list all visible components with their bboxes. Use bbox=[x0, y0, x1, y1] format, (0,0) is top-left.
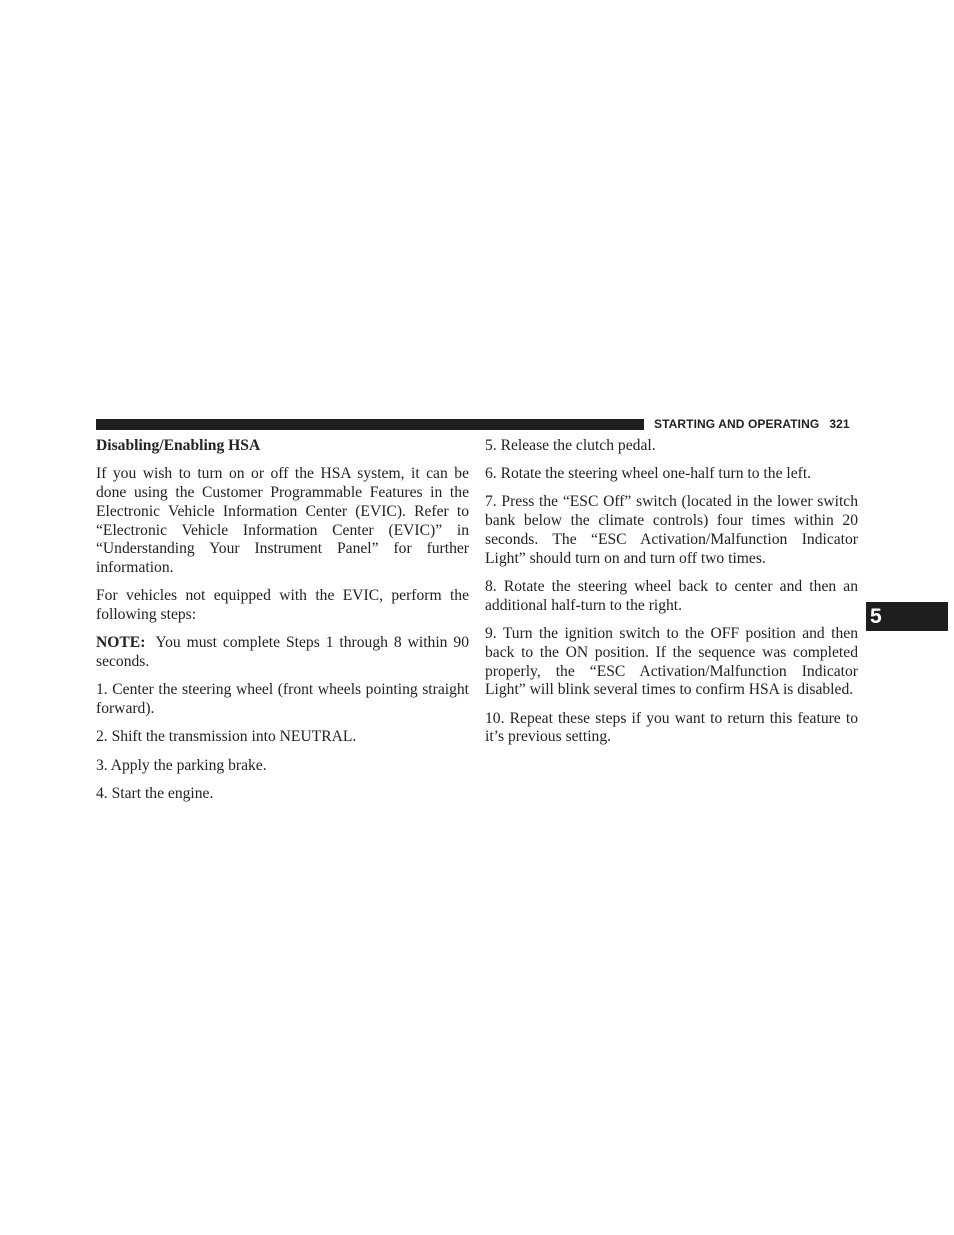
step-5: 5. Release the clutch pedal. bbox=[485, 437, 656, 454]
step-10: 10. Repeat these steps if you want to return this feature to it’s previous setting. bbox=[485, 709, 858, 746]
right-column bbox=[485, 437, 858, 757]
header-rule bbox=[96, 419, 644, 430]
note-label: NOTE: bbox=[96, 634, 146, 652]
step-7: 7. Press the “ESC Off” switch (located in the lower switch bank below the climate controls) four times within 20 seconds. The “ESC Activation/Malfunction Indicator Light” should turn on and turn off two times. bbox=[485, 493, 858, 567]
intro-paragraph: If you wish to turn on or off the HSA system, it can be done using the Customer Programmable Features in the Electronic Vehicle Information Center (EVIC). Refer to “Electronic Vehicle Information Center (EVIC)” in “Understanding Your Instrument Panel” for further information. bbox=[96, 465, 469, 577]
step-4: 4. Start the engine. bbox=[96, 784, 214, 802]
section-heading: Disabling/Enabling HSA bbox=[96, 437, 261, 454]
page-number: 321 bbox=[829, 417, 850, 431]
step-3: 3. Apply the parking brake. bbox=[96, 756, 267, 774]
section-title: STARTING AND OPERATING bbox=[654, 417, 820, 431]
chapter-tab: 5 bbox=[866, 602, 948, 631]
note-text: You must complete Steps 1 through 8 within 90 seconds. bbox=[96, 634, 469, 671]
note-paragraph bbox=[96, 634, 469, 672]
step-1: 1. Center the steering wheel (front wheels pointing straight forward). bbox=[96, 681, 469, 718]
step-8: 8. Rotate the steering wheel back to center and then an additional half-turn to the right. bbox=[485, 577, 858, 614]
step-6: 6. Rotate the steering wheel one-half turn to the left. bbox=[485, 465, 812, 483]
step-2: 2. Shift the transmission into NEUTRAL. bbox=[96, 728, 357, 746]
steps-intro-paragraph: For vehicles not equipped with the EVIC, perform the following steps: bbox=[96, 587, 469, 624]
left-column bbox=[96, 437, 469, 813]
step-9: 9. Turn the ignition switch to the OFF position and then back to the ON position. If the sequence was completed properly, the “ESC Activation/Malfunction Indicator Light” will blink several times to confirm HSA is disabled. bbox=[485, 624, 858, 699]
running-header bbox=[654, 417, 850, 431]
